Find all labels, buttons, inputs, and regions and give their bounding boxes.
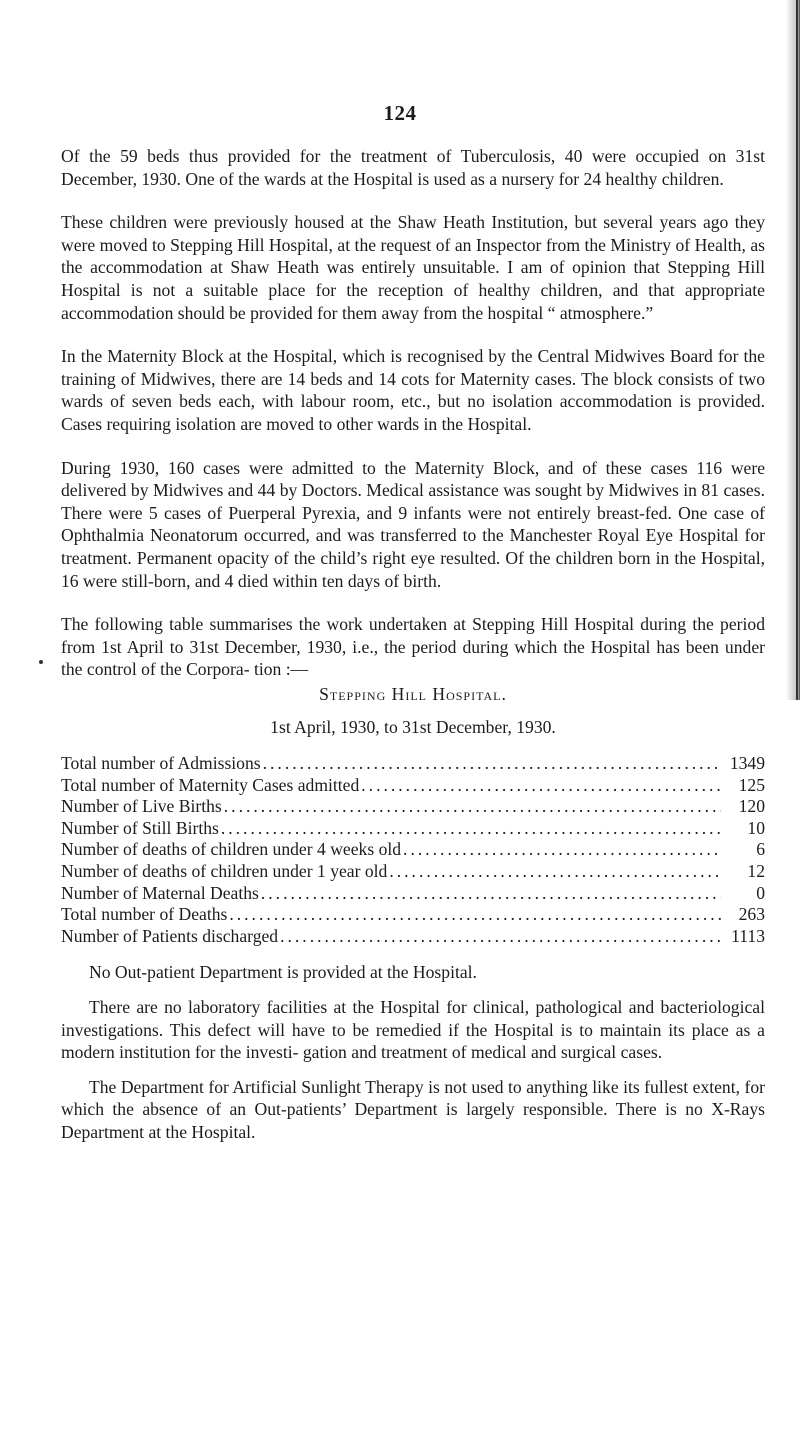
row-value: 263 — [738, 904, 765, 925]
leader-dots — [403, 839, 721, 861]
row-value: 0 — [756, 882, 765, 903]
leader-dots — [263, 753, 721, 775]
row-label: Total number of Deaths — [61, 904, 228, 925]
table-row — [61, 818, 765, 840]
row-value: 10 — [747, 817, 765, 838]
paragraph-children-housing: These children were previously housed at the Shaw Heath Institution, but several years ago they were moved to Stepping Hill Hospital, at the request of an Inspector from the Ministry of Health, as the accommodation at Shaw Heath was entirely unsuitable. I am of opinion that Stepping Hill Hospital is not a suitable place for the reception of healthy children, and that appropriate accommodation should be provided for them away from the hospital “ atmosphere.” — [61, 212, 765, 323]
paragraph-no-outpatient: No Out-patient Department is provided at the Hospital. — [89, 962, 477, 983]
row-label: Number of deaths of children under 4 weeks old — [61, 839, 402, 860]
margin-mark — [39, 660, 43, 664]
leader-dots — [361, 775, 721, 797]
table-row — [61, 926, 765, 948]
paragraph-maternity-block: In the Maternity Block at the Hospital, which is recognised by the Central Midwives Board for the training of Midwives, there are 14 beds and 14 cots for Maternity cases. The block consists of two wards of seven beds each, with labour room, etc., but no isolation accommodation is provided. Cases requiring isolation are moved to other wards in the Hospital. — [61, 346, 765, 434]
table-row — [61, 883, 765, 905]
table-row — [61, 839, 765, 861]
table-row — [61, 753, 765, 775]
leader-dots — [280, 926, 721, 948]
table-heading: Stepping Hill Hospital. — [319, 683, 507, 704]
page-number: 124 — [383, 101, 417, 125]
row-value: 1113 — [731, 925, 765, 946]
leader-dots — [389, 861, 721, 883]
table-row — [61, 796, 765, 818]
row-value: 120 — [738, 796, 765, 817]
table-row — [61, 904, 765, 926]
paragraph-maternity-statistics: During 1930, 160 cases were admitted to the Maternity Block, and of these cases 116 were delivered by Midwives and 44 by Doctors. Medical assistance was sought by Midwives in 81 cases. There were 5 cases of Puerperal Pyrexia, and 9 infants were not entirely breast-fed. One case of Ophthalmia Neonatorum occurred, and was transferred to the Manchester Royal Eye Hospital for treatment. Permanent opacity of the child’s right eye resulted. Of the children born in the Hospital, 16 were still-born, and 4 died within ten days of birth. — [61, 457, 765, 591]
row-value: 1349 — [729, 753, 765, 774]
row-value: 6 — [756, 839, 765, 860]
leader-dots — [221, 818, 721, 840]
leader-dots — [261, 883, 721, 905]
paragraph-sunlight-therapy: The Department for Artificial Sunlight Therapy is not used to anything like its fullest extent, for which the absence of an Out-patients’ Department is largely responsible. There is no X-Rays Department at the Hospital. — [61, 1076, 765, 1142]
statistics-table — [61, 753, 765, 947]
row-label: Total number of Maternity Cases admitted — [61, 774, 360, 795]
table-row — [61, 861, 765, 883]
row-label: Number of Patients discharged — [61, 925, 279, 946]
paragraph-table-intro: The following table summarises the work undertaken at Stepping Hill Hospital during the period from 1st April to 31st December, 1930, i.e., the period during which the Hospital has been under the control of the Corpora- tion :— — [61, 614, 765, 680]
table-subheading: 1st April, 1930, to 31st December, 1930. — [270, 717, 556, 738]
row-label: Number of Maternal Deaths — [61, 882, 259, 903]
row-value: 125 — [738, 774, 765, 795]
leader-dots — [229, 904, 721, 926]
leader-dots — [224, 796, 721, 818]
row-label: Number of Live Births — [61, 796, 222, 817]
paragraph-laboratory: There are no laboratory facilities at the Hospital for clinical, pathological and bacteriological investigations. This defect will have to be remedied if the Hospital is to maintain its place as a modern institution for the investi- gation and treatment of medical and surgical cases. — [61, 997, 765, 1063]
row-label: Total number of Admissions — [61, 753, 261, 774]
row-label: Number of deaths of children under 1 year old — [61, 861, 388, 882]
paragraph-tuberculosis-beds: Of the 59 beds thus provided for the treatment of Tuberculosis, 40 were occupied on 31st December, 1930. One of the wards at the Hospital is used as a nursery for 24 healthy children. — [61, 146, 765, 189]
row-label: Number of Still Births — [61, 817, 219, 838]
page-body — [61, 145, 765, 1144]
row-value: 12 — [747, 861, 765, 882]
table-row — [61, 775, 765, 797]
